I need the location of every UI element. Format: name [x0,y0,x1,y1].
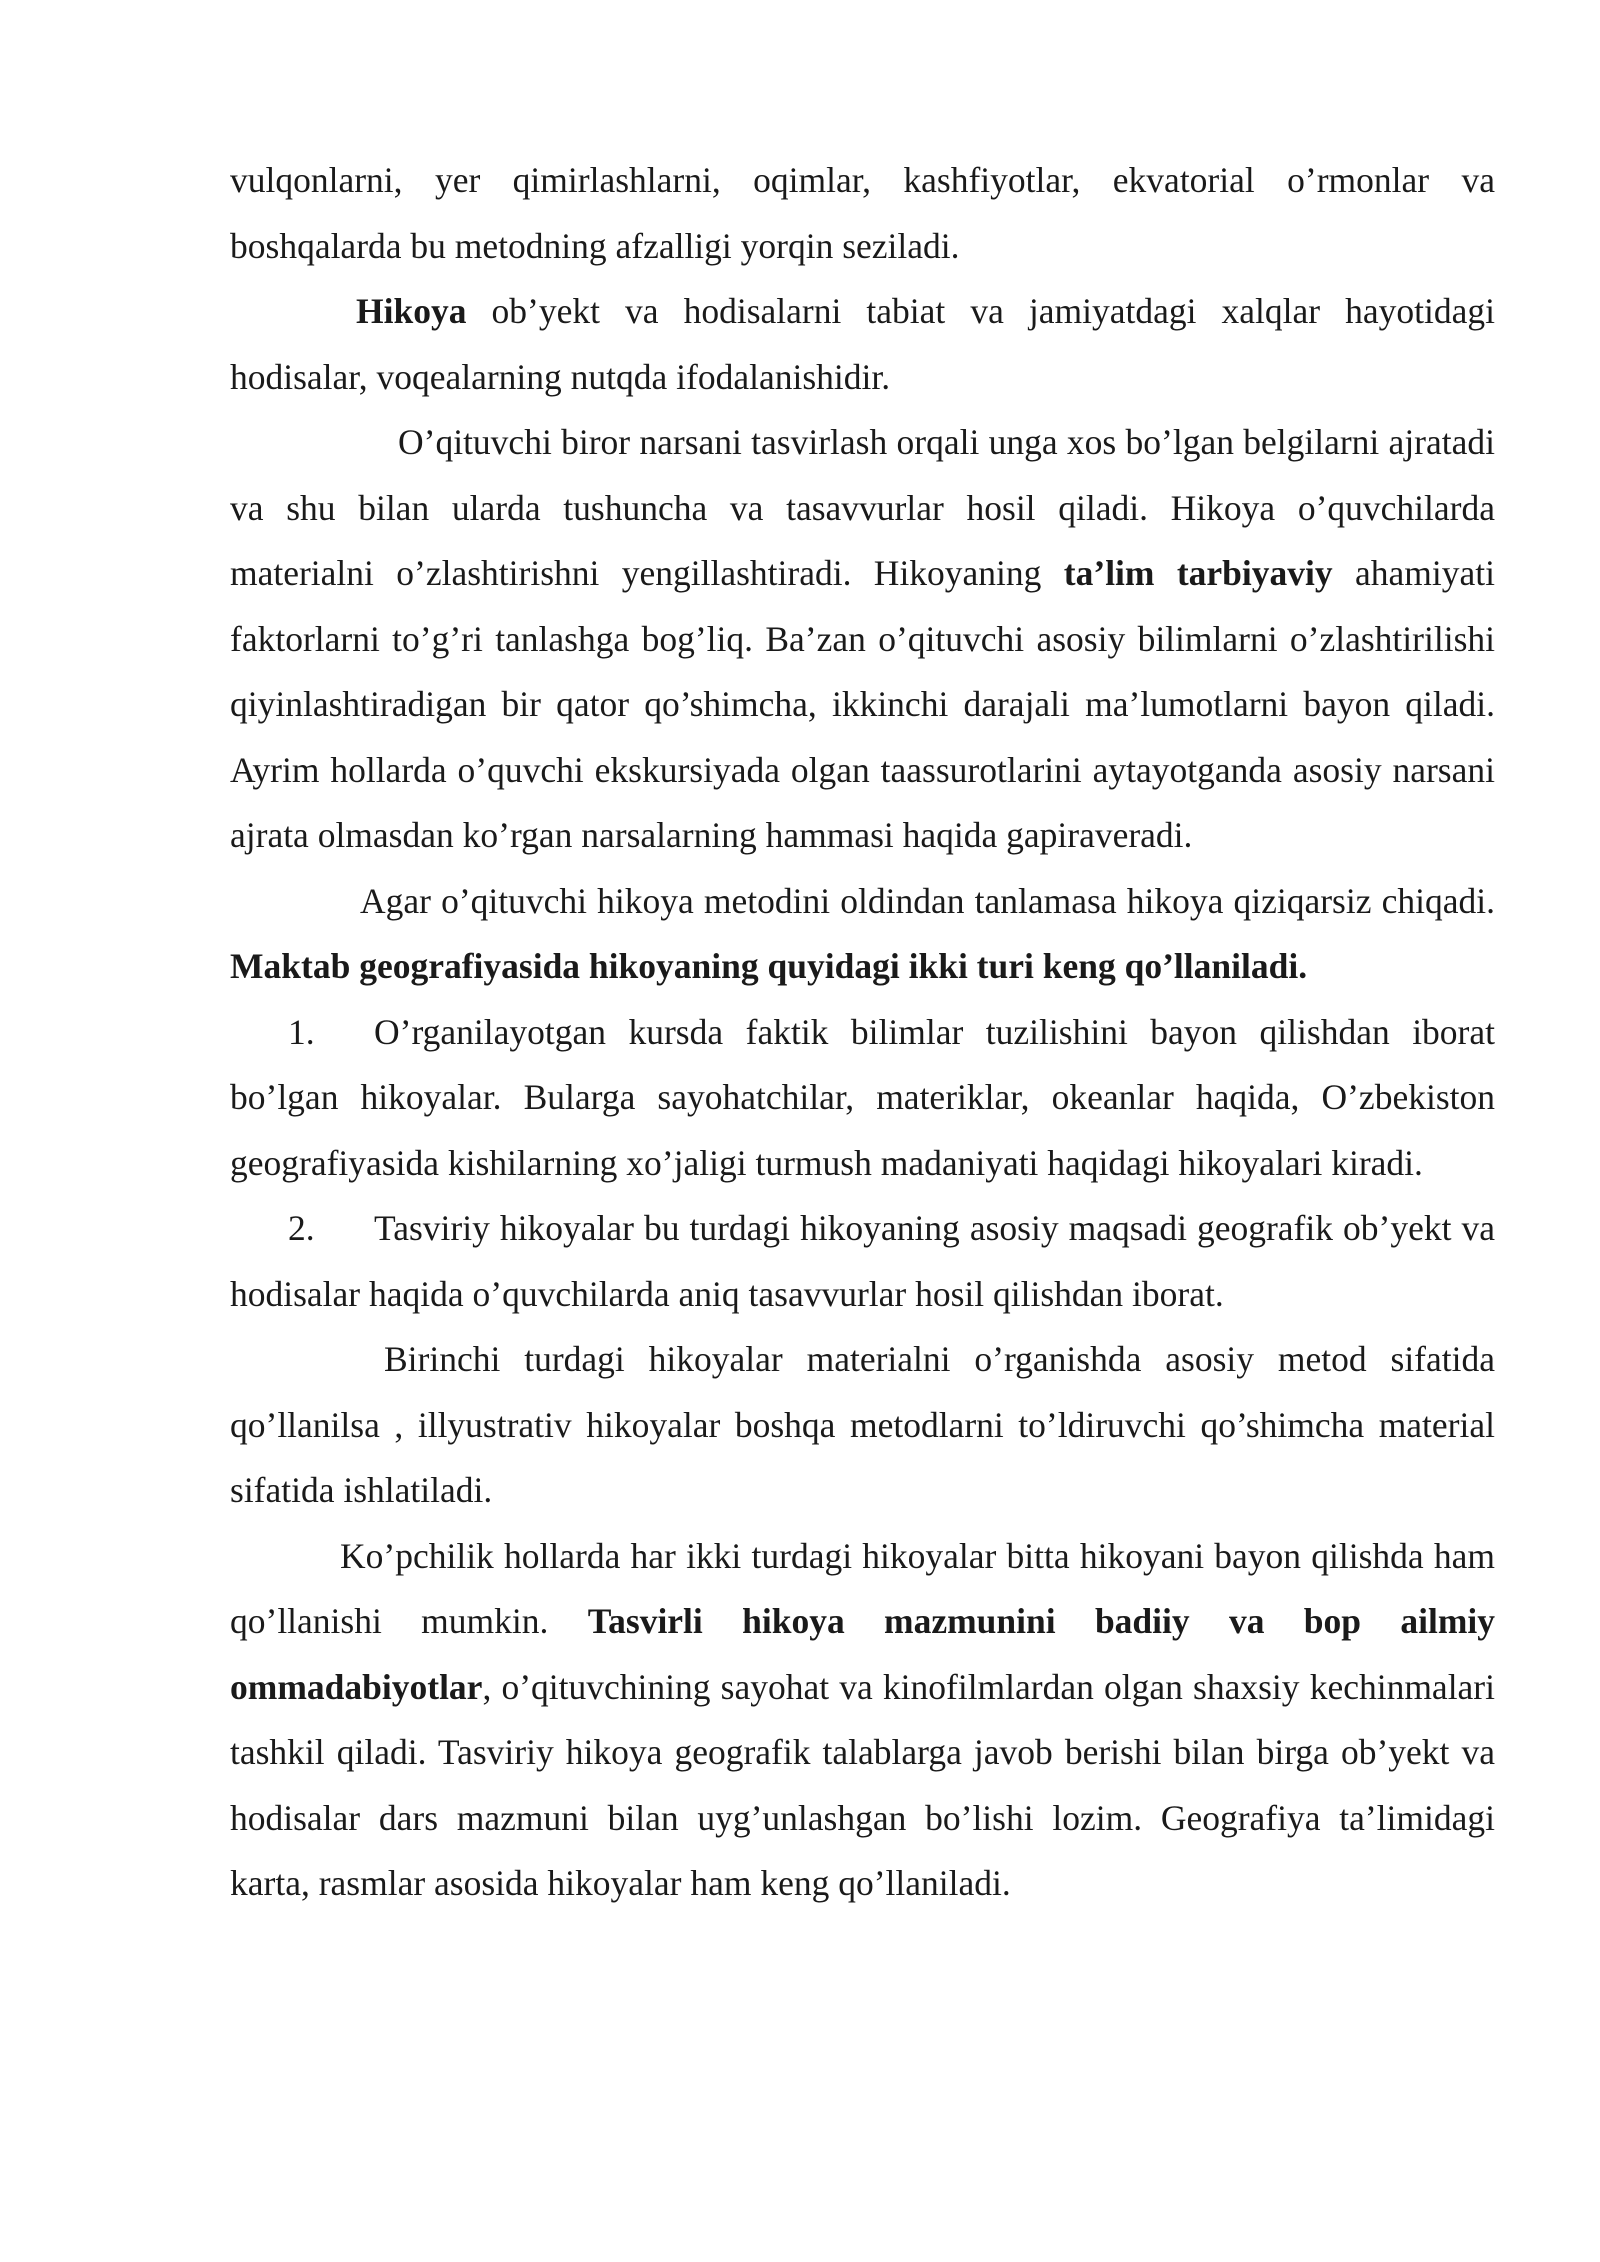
term-tasvirli-hikoya: Tasvirli hikoya mazmunini badiiy va bop ailmiy ommadabiyotlar [230,1601,1495,1707]
paragraph-text: Ko’pchilik hollarda har ikki turdagi hikoyalar bitta hikoyani bayon qilishda ham qo’llanishi mumkin. [230,1535,1495,1641]
paragraph-text: ob’yekt va hodisalarni tabiat va jamiyatdagi xalqlar hayotidagi hodisalar, voqealarning nutqda ifodalanishidir. [230,291,1495,397]
document-page [230,148,1495,1917]
paragraph-hikoya-definition [230,279,1495,410]
list-item-text: Tasviriy hikoyalar bu turdagi hikoyaning asosiy maqsadi geografik ob’yekt va hodisalar haqida o’quvchilarda aniq tasavvurlar hosil qilishdan iborat. [230,1208,1495,1314]
paragraph-teacher-description [230,410,1495,869]
list-number: 1. [288,1011,315,1052]
heading-two-types: Maktab geografiyasida hikoyaning quyidagi ikki turi keng qo’llaniladi. [230,946,1308,986]
paragraph-text: , o’qituvchining sayohat va kinofilmlardan olgan shaxsiy kechinmalari tashkil qiladi. Tasviriy hikoya geografik talablarga javob berishi bilan birga ob’yekt va hodisalar dars mazmuni bilan uyg’unlashgan bo’lishi lozim. Geografiya ta’limidagi karta, rasmlar asosida hikoyalar ham keng qo’llaniladi. [230,1666,1495,1903]
paragraph-method-selection [230,869,1495,1000]
paragraph-first-type: Birinchi turdagi hikoyalar materialni o’rganishda asosiy metod sifatida qo’llanilsa , illyustrativ hikoyalar boshqa metodlarni to’ldiruvchi qo’shimcha material sifatida ishlatiladi. [230,1339,1495,1510]
paragraph-text: O’qituvchi biror narsani tasvirlash orqali unga xos bo’lgan belgilarni ajratadi va shu bilan ularda tushuncha va tasavvurlar hosil qiladi. Hikoya o’quvchilarda materialni o’zlashtirishni yengillashtiradi. Hikoyaning [230,422,1495,593]
paragraph-text: Agar o’qituvchi hikoya metodini oldindan tanlamasa hikoya qiziqarsiz chiqadi. [360,880,1495,921]
list-item-text: O’rganilayotgan kursda faktik bilimlar tuzilishini bayon qilishdan iborat bo’lgan hikoyalar. Bularga sayohatchilar, materiklar, okeanlar haqida, O’zbekiston geografiyasida kishilarning xo’jaligi turmush madaniyati haqidagi hikoyalari kiradi. [230,1011,1495,1183]
list-item-2 [230,1196,1495,1327]
list-item-1 [230,1000,1495,1197]
paragraph-combined-types [230,1524,1495,1917]
list-number: 2. [288,1208,315,1248]
term-hikoya: Hikoya [356,291,467,331]
paragraph-text: ahamiyati faktorlarni to’g’ri tanlashga bog’liq. Ba’zan o’qituvchi asosiy bilimlarni o’zlashtirilishi qiyinlashtiradigan bir qator qo’shimcha, ikkinchi darajali ma’lumotlarni bayon qiladi. Ayrim hollarda o’quvchi ekskursiyada olgan taassurotlarini aytayotganda asosiy narsani ajrata olmasdan ko’rgan narsalarning hammasi haqida gapiraveradi. [230,553,1495,855]
term-talim-tarbiyaviy: ta’lim tarbiyaviy [1063,553,1333,593]
paragraph-volcanoes: vulqonlarni, yer qimirlashlarni, oqimlar, kashfiyotlar, ekvatorial o’rmonlar va boshqalarda bu metodning afzalligi yorqin seziladi. [230,160,1495,266]
